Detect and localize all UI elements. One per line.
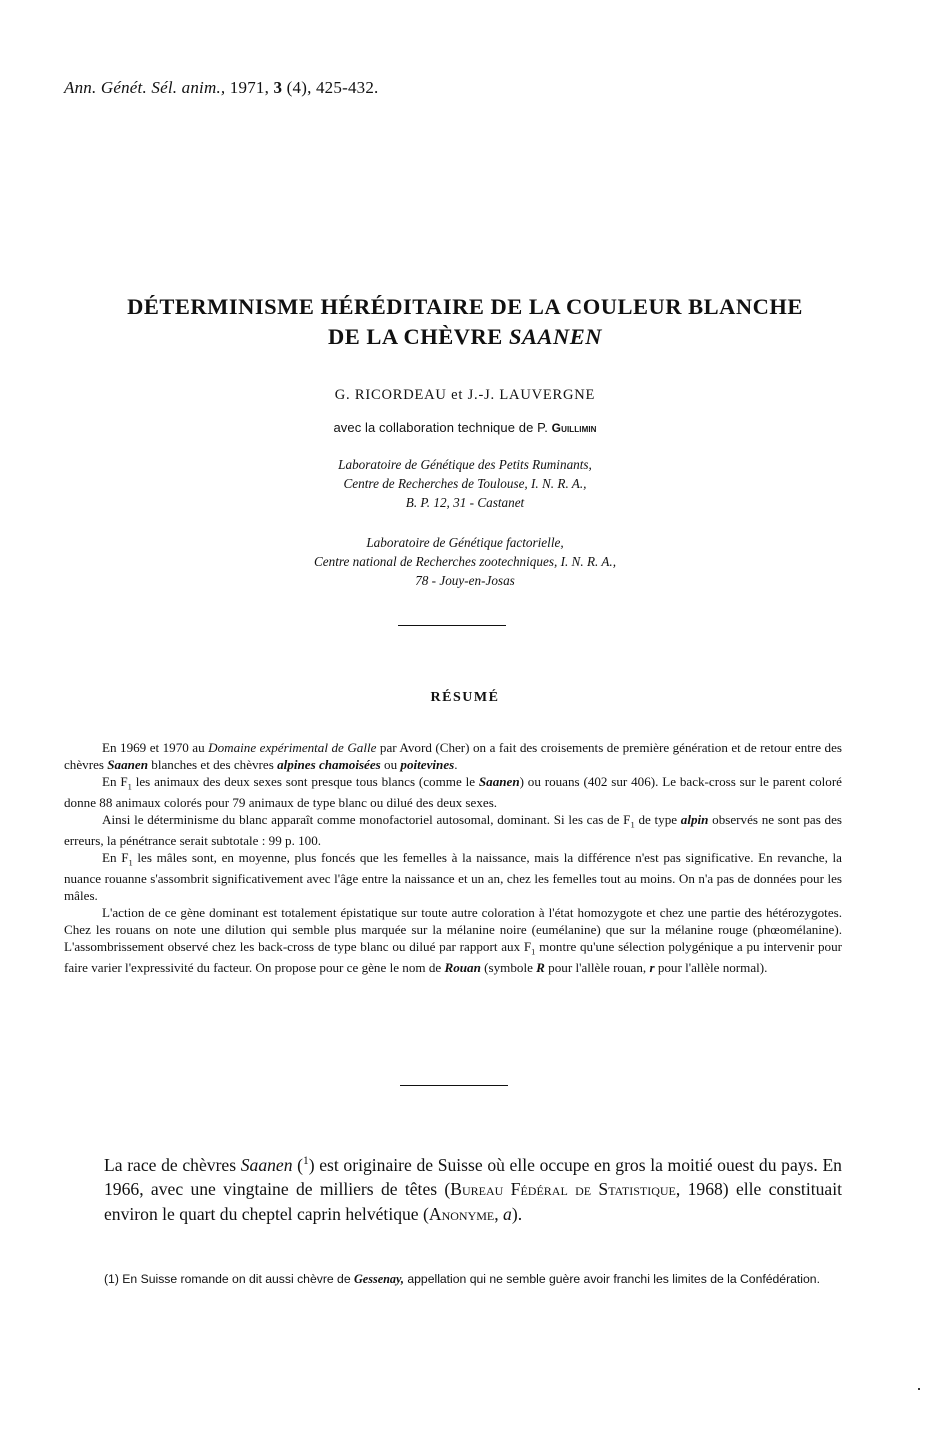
title-line-1: DÉTERMINISME HÉRÉDITAIRE DE LA COULEUR BLANCHE (127, 294, 803, 319)
abstract-paragraph: En $F_1$ les animaux des deux sexes sont presque tous blancs (comme le Saanen) ou rouans (402 sur 406). Le back-cross sur le parent coloré donne 88 animaux colorés pour 79 animaux de type blanc ou dilué des deux sexes. (64, 773, 842, 810)
abstract-paragraph: L'action de ce gène dominant est totalement épistatique sur toute autre coloration à l'état homozygote et chez une partie des hétérozygotes. Chez les rouans on note une dilution qui semble plus marquée sur la mélanine noire (eumélanine) que sur la mélanine rouge (phœomélanine). L'assombrissement observé chez les back-cross de type blanc ou dilué par rapport aux $F_1$ montre qu'une sélection polygénique a pu intervenir pour faire varier l'expressivité du facteur. On propose pour ce gène le nom de Rouan (symbole R pour l'allèle rouan, r pour l'allèle normal). (64, 905, 842, 975)
journal-reference (64, 78, 379, 98)
title-line-2-prefix: DE LA CHÈVRE (328, 324, 503, 349)
journal-issue-pages: (4), 425-432. (286, 78, 379, 97)
affiliation-1-line-1: Laboratoire de Génétique des Petits Ruminants, (338, 457, 592, 472)
title-breed: SAANEN (508, 324, 602, 349)
abstract-paragraph: En $F_1$ les mâles sont, en moyenne, plus foncés que les femelles à la naissance, mais la différence n'est pas significative. En revanche, la nuance rouanne s'assombrit significativement avec l'âge entre la naissance et un an, chez les femelles tout au moins. On n'a pas de données pour les mâles. (64, 850, 842, 904)
journal-year: 1971, (229, 78, 270, 97)
affiliation-2 (0, 533, 930, 590)
body-paragraph: La race de chèvres Saanen ($^1$) est originaire de Suisse où elle occupe en gros la moitié ouest du pays. En 1966, avec une vingtaine de milliers de têtes (Bureau Fédéral de Statistique, 1968) elle constituait environ le quart du cheptel caprin helvétique (Anonyme, a). (104, 1154, 842, 1224)
footnote-marker: 1 (303, 1155, 309, 1167)
paper-title (40, 292, 890, 352)
affiliation-1-line-2: Centre de Recherches de Toulouse, I. N. R. A., (343, 476, 587, 491)
collaboration-prefix: avec la collaboration technique de P. (333, 420, 548, 435)
journal-volume: 3 (273, 78, 283, 97)
affiliation-2-line-1: Laboratoire de Génétique factorielle, (366, 535, 564, 550)
scan-speck (918, 1388, 920, 1390)
separator-rule (400, 1085, 508, 1086)
affiliation-2-line-2: Centre national de Recherches zootechniques, I. N. R. A., (313, 554, 617, 569)
title-line-2 (40, 322, 890, 352)
collaboration-line (0, 420, 930, 435)
abstract-paragraph: En 1969 et 1970 au Domaine expérimental de Galle par Avord (Cher) on a fait des croisements de première génération et de retour entre des chèvres Saanen blanches et des chèvres alpines chamoisées ou poitevines. (64, 740, 842, 772)
affiliation-1 (0, 455, 930, 512)
separator-rule (398, 625, 506, 626)
abstract-heading: RÉSUMÉ (430, 690, 500, 705)
abstract (64, 740, 842, 977)
journal-name: Ann. Génét. Sél. anim., (64, 78, 226, 97)
abstract-paragraph: Ainsi le déterminisme du blanc apparaît comme monofactoriel autosomal, dominant. Si les cas de $F_1$ de type alpin observés ne sont pas des erreurs, la pénétrance serait subtotale : 99 p. 100. (64, 811, 842, 849)
footnote: (1) En Suisse romande on dit aussi chèvre de Gessenay, appellation qui ne semble guère avoir franchi les limites de la Confédération. (104, 1272, 820, 1286)
affiliation-1-line-3: B. P. 12, 31 - Castanet (405, 495, 525, 510)
footnote-mark: (1) (104, 1272, 119, 1286)
authors: G. RICORDEAU et J.-J. LAUVERGNE (334, 387, 596, 403)
collaborator-name: Guillimin (551, 421, 597, 435)
affiliation-2-line-3: 78 - Jouy-en-Josas (415, 573, 515, 588)
